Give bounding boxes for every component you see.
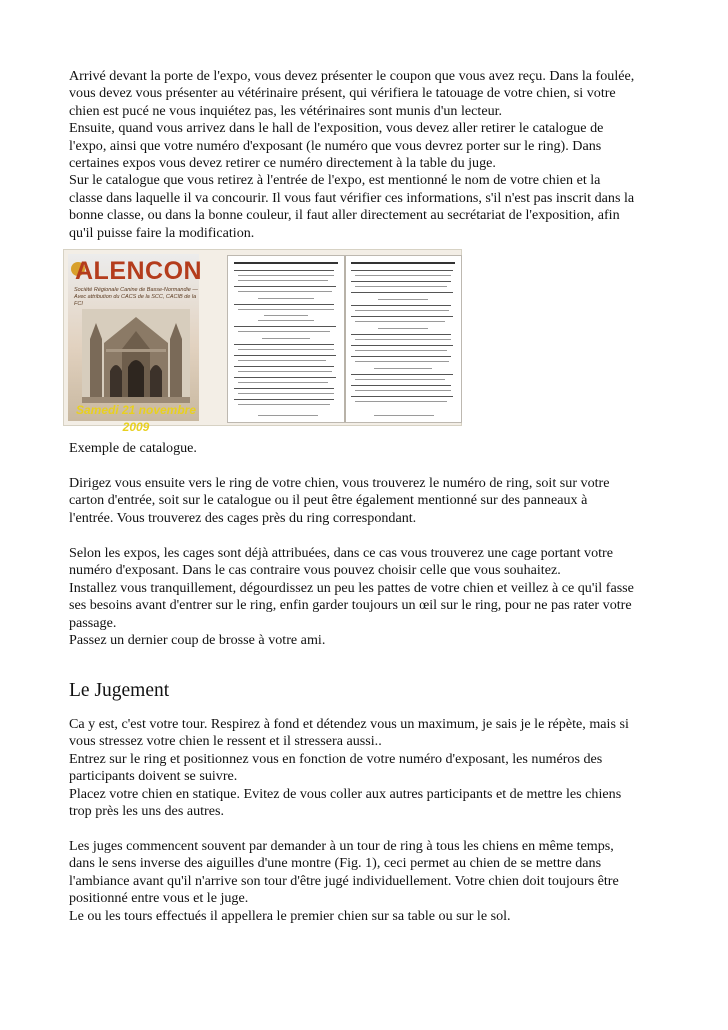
text-line: certaines expos vous devez retirer ce numéro directement à la table du juge. <box>69 155 496 172</box>
catalogue-entry <box>238 275 334 276</box>
catalogue-entry <box>351 385 451 386</box>
text-line: chien est pucé ne vous inquiétez pas, les vétérinaires sont munis d'un lecteur. <box>69 102 503 119</box>
catalogue-entry <box>351 396 453 397</box>
catalogue-entry <box>234 377 336 378</box>
text-line: Installez vous tranquillement, dégourdissez un peu les pattes de votre chien et veillez à ce qu'il fasse <box>69 579 634 596</box>
page-footer <box>258 415 318 416</box>
catalogue-entry <box>238 309 334 310</box>
text-line: numéro d'exposant. Dans le cas contraire vous pouvez choisir celle que vous souhaitez. <box>69 562 561 579</box>
text-line: Le ou les tours effectués il appellera le premier chien sur sa table ou sur le sol. <box>69 907 511 924</box>
text-line: Arrivé devant la porte de l'expo, vous devez présenter le coupon que vous avez reçu. Dans la foulée, <box>69 68 635 84</box>
catalogue-class-heading <box>258 298 314 299</box>
figure-caption <box>69 440 669 457</box>
text-line: bonne classe, ou dans la bonne couleur, il faut aller directement au secrétariat de l'exposition, afin <box>69 207 620 224</box>
catalogue-entry <box>234 270 334 271</box>
catalogue-class-heading <box>378 299 428 300</box>
intro-paragraph <box>69 68 669 242</box>
catalogue-entry <box>234 399 334 400</box>
text-line: trop près les uns des autres. <box>69 803 224 820</box>
catalogue-entry <box>355 275 451 276</box>
tour-paragraph <box>69 838 669 925</box>
text-line: vous devez vous présenter au vétérinaire présent, qui vérifiera le tatouage de votre chien, si votre <box>69 85 616 102</box>
text-line: Ensuite, quand vous arrivez dans le hall de l'exposition, vous devez aller retirer le catalogue de <box>69 120 604 137</box>
catalogue-entry <box>238 382 328 383</box>
catalogue-class-heading <box>262 338 310 339</box>
text-line: Entrez sur le ring et positionnez vous en fonction de votre numéro d'exposant, les numéros des <box>69 750 603 767</box>
cover-subtitle: Société Régionale Canine de Basse-Normandie — Avec attribution du CACS de la SCC, CACIB de la FCI <box>74 287 198 307</box>
catalogue-entry <box>355 310 449 311</box>
catalogue-entry <box>234 304 334 305</box>
catalogue-class-heading <box>378 328 428 329</box>
catalogue-entry <box>355 286 447 287</box>
text-line: Les juges commencent souvent par demander à un tour de ring à tous les chiens en même temps, <box>69 838 614 854</box>
catalogue-entry <box>351 334 451 335</box>
cover-date: Samedi 21 novembre 2009 <box>75 403 197 434</box>
catalogue-cover <box>68 254 203 434</box>
catalogue-entry <box>355 390 451 391</box>
catalogue-class-heading <box>374 368 432 369</box>
catalogue-class-heading <box>258 320 314 321</box>
text-line: Ca y est, c'est votre tour. Respirez à fond et détendez vous un maximum, je sais je le répète, mais si <box>69 716 629 732</box>
catalogue-entry <box>355 401 447 402</box>
text-line: positionné entre vous et le juge. <box>69 890 249 907</box>
catalogue-entry <box>355 361 449 362</box>
catalogue-entry <box>238 393 334 394</box>
text-line: participants doivent se suivre. <box>69 768 238 785</box>
catalogue-entry <box>351 270 453 271</box>
catalogue-entry <box>351 345 453 346</box>
catalogue-entry <box>234 355 336 356</box>
judging-paragraph <box>69 716 669 820</box>
ring-paragraph <box>69 475 669 527</box>
catalogue-entry <box>234 366 334 367</box>
text-line: l'entrée. Vous trouverez des cages près du ring correspondant. <box>69 509 417 526</box>
page-header-rule <box>234 262 338 264</box>
page-header-rule <box>351 262 455 264</box>
catalogue-entry <box>355 321 445 322</box>
catalogue-entry <box>238 280 328 281</box>
page-footer <box>374 415 434 416</box>
cover-title: ALENCON <box>75 257 203 285</box>
catalogue-entry <box>234 344 334 345</box>
catalogue-entry <box>234 286 336 287</box>
text-line: Dirigez vous ensuite vers le ring de votre chien, vous trouverez le numéro de ring, soit sur votre <box>69 475 610 491</box>
catalogue-entry <box>234 388 334 389</box>
text-line: classe dans laquelle il va concourir. Il vous faut vérifier ces informations, s'il n'est pas inscrit dans la <box>69 189 635 206</box>
catalogue-entry <box>234 326 336 327</box>
catalogue-entry <box>351 316 453 317</box>
text-line: l'expo, ainsi que votre numéro d'exposant (le numéro que vous devrez porter sur le ring). Dans <box>69 137 602 154</box>
catalogue-entry <box>355 350 447 351</box>
text-line: dans le sens inverse des aiguilles d'une montre (Fig. 1), ceci permet au chien de se mettre dans <box>69 855 602 872</box>
catalogue-entry <box>238 360 326 361</box>
catalogue-image <box>63 249 462 434</box>
section-heading: Le Jugement <box>69 680 170 701</box>
text-line: Passez un dernier coup de brosse à votre ami. <box>69 632 326 649</box>
catalogue-entry <box>238 349 334 350</box>
caption-text: Exemple de catalogue. <box>69 440 197 456</box>
text-line: Sur le catalogue que vous retirez à l'entrée de l'expo, est mentionné le nom de votre chien et la <box>69 172 601 189</box>
cathedral-photo-icon <box>82 309 190 403</box>
catalogue-entry <box>355 379 445 380</box>
text-line: ses besoins avant d'entrer sur le ring, enfin garder toujours un œil sur le ring, pour ne pas rater votre <box>69 597 632 614</box>
text-line: Placez votre chien en statique. Evitez de vous coller aux autres participants et de mettre les chiens <box>69 785 622 802</box>
text-line: Selon les expos, les cages sont déjà attribuées, dans ce cas vous trouverez une cage portant votre <box>69 545 613 561</box>
text-line: l'ambiance avant qu'il n'arrive son tour d'être jugé individuellement. Votre chien doit toujours être <box>69 872 619 889</box>
text-line: passage. <box>69 614 117 631</box>
page-gutter <box>344 256 346 422</box>
cage-paragraph <box>69 545 669 649</box>
catalogue-entry <box>238 331 330 332</box>
catalogue-entry <box>238 371 332 372</box>
catalogue-entry <box>351 356 451 357</box>
catalogue-entry <box>238 291 332 292</box>
catalogue-entry <box>351 374 453 375</box>
catalogue-open-pages <box>227 255 462 423</box>
text-line: carton d'entrée, soit sur le catalogue ou il peut être également mentionné sur des panneaux à <box>69 492 588 509</box>
text-line: vous stressez votre chien le ressent et il stressera aussi.. <box>69 733 382 750</box>
catalogue-entry <box>351 281 451 282</box>
catalogue-entry <box>238 404 330 405</box>
catalogue-class-heading <box>264 315 308 316</box>
catalogue-entry <box>351 305 451 306</box>
catalogue-entry <box>355 339 451 340</box>
text-line: qu'il puisse faire la modification. <box>69 224 255 241</box>
catalogue-entry <box>351 292 453 293</box>
